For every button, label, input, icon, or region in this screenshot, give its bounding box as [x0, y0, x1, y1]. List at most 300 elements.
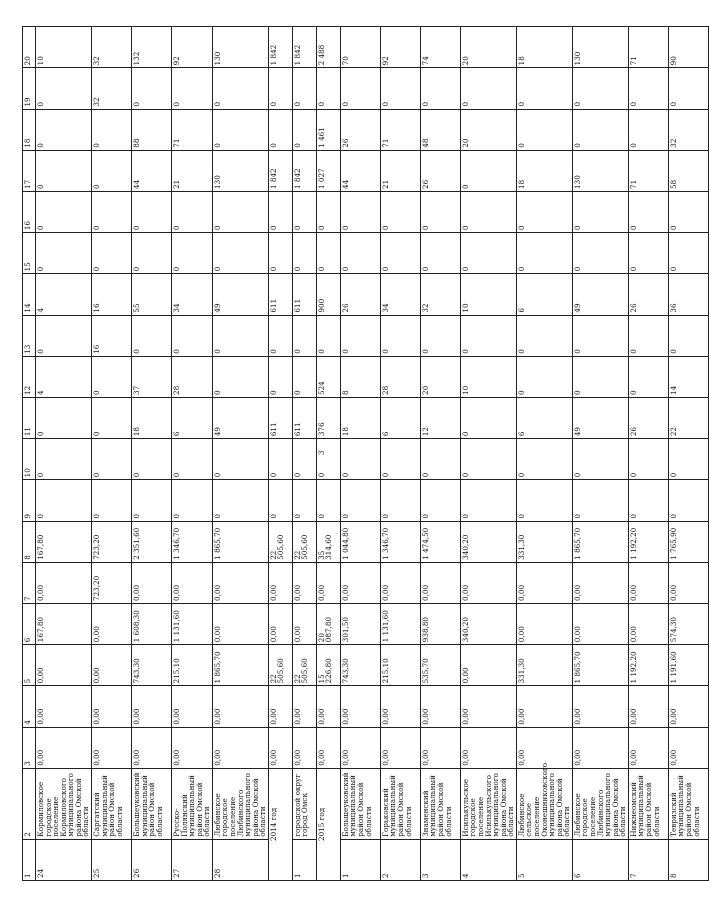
table-cell: 0,00 [668, 562, 708, 603]
table-cell: 0 [572, 356, 628, 397]
entity-name: Горьковский муниципальный район Омской области [380, 768, 420, 839]
table-cell: 0,00 [212, 686, 268, 727]
table-cell: 0 [212, 68, 268, 109]
row-number: 2 [380, 839, 420, 880]
table-cell: 0 [516, 109, 572, 150]
table-cell: 0 [292, 233, 316, 274]
entity-name: городской округ город Омск [292, 768, 316, 839]
table-cell: 22 505,60 [292, 645, 316, 686]
year-total-cell: 376 [316, 397, 340, 438]
table-cell: 2 351,60 [132, 521, 172, 562]
table-cell: 0 [628, 480, 668, 521]
column-header-5: 5 [23, 645, 36, 686]
table-cell: 0 [420, 480, 460, 521]
table-cell: 723,20 [92, 521, 132, 562]
table-cell: 10 [460, 274, 516, 315]
table-cell: 21 [172, 150, 213, 191]
row-number: 28 [212, 839, 268, 880]
table-cell: 0 [92, 439, 132, 480]
table-cell: 0 [572, 233, 628, 274]
year-total-cell: 0 [268, 233, 292, 274]
table-cell: 0 [516, 191, 572, 232]
table-cell: 1 192,20 [628, 521, 668, 562]
table-cell: 0 [172, 68, 213, 109]
table-cell: 0 [628, 191, 668, 232]
table-cell: 88 [132, 109, 172, 150]
entity-name: Большеуковский муниципальный район Омской области [132, 768, 172, 839]
column-header-8: 8 [23, 521, 36, 562]
entity-name: Любинское сельское поселение Оконешниковского муниципального района Омской области [516, 768, 572, 839]
table-cell: 0 [668, 315, 708, 356]
column-header-4: 4 [23, 686, 36, 727]
table-cell: 44 [132, 150, 172, 191]
table-cell: 743,30 [340, 645, 380, 686]
table-cell: 0 [212, 439, 268, 480]
table-cell: 0 [572, 68, 628, 109]
table-cell: 1 192,20 [628, 645, 668, 686]
table-cell: 0 [572, 191, 628, 232]
table-row [668, 27, 708, 881]
column-header-14: 14 [23, 274, 36, 315]
table-cell: 0 [516, 315, 572, 356]
table-cell: 0 [36, 397, 92, 438]
table-cell: 0 [292, 356, 316, 397]
table-cell: 74 [420, 27, 460, 68]
table-cell: 0 [212, 191, 268, 232]
year-total-cell: 0 [268, 356, 292, 397]
table-cell: 1 865,70 [212, 645, 268, 686]
table-cell: 0 [212, 315, 268, 356]
table-cell: 18 [516, 150, 572, 191]
table-cell: 6 [516, 397, 572, 438]
table-cell: 0,00 [92, 686, 132, 727]
table-cell: 14 [668, 356, 708, 397]
table-cell: 167,80 [36, 521, 92, 562]
table-cell: 0,00 [172, 562, 213, 603]
table-cell: 0,00 [628, 603, 668, 644]
table-cell: 0 [92, 233, 132, 274]
table-cell: 0,00 [36, 645, 92, 686]
table-cell: 0 [92, 109, 132, 150]
table-cell: 0 [628, 356, 668, 397]
entity-name: Русско-Полянский муниципальный район Омской области [172, 768, 213, 839]
table-cell: 0,00 [628, 686, 668, 727]
table-cell: 6 [516, 274, 572, 315]
column-header-6: 6 [23, 603, 36, 644]
table-cell: 0 [292, 68, 316, 109]
year-total-cell: 611 [268, 397, 292, 438]
table-cell: 0,00 [92, 727, 132, 768]
table-cell: 6 [380, 397, 420, 438]
table-cell: 0 [132, 191, 172, 232]
column-header-1: 1 [23, 839, 36, 880]
year-total-cell: 611 [268, 274, 292, 315]
year-total-cell: 35 314,60 [316, 521, 340, 562]
table-cell: 0,00 [572, 562, 628, 603]
table-cell: 0 [668, 439, 708, 480]
table-cell: 0 [36, 439, 92, 480]
row-number: 1 [292, 839, 316, 880]
table-cell: 331,30 [516, 645, 572, 686]
table-cell: 92 [380, 27, 420, 68]
column-header-11: 11 [23, 397, 36, 438]
table-cell: 0 [292, 191, 316, 232]
table-cell: 26 [420, 150, 460, 191]
table-cell: 130 [572, 150, 628, 191]
year-total-cell: 0 [316, 68, 340, 109]
year-total-cell: 0 [316, 480, 340, 521]
table-cell: 1 044,80 [340, 521, 380, 562]
column-header-13: 13 [23, 315, 36, 356]
table-cell: 16 [92, 315, 132, 356]
table-cell: 0 [420, 68, 460, 109]
table-cell: 22 505,60 [292, 521, 316, 562]
table-cell: 0 [668, 233, 708, 274]
table-cell: 1 608,30 [132, 603, 172, 644]
table-cell: 0 [668, 191, 708, 232]
year-total-cell: 22 505,60 [268, 521, 292, 562]
table-cell: 0 [516, 68, 572, 109]
table-cell: 301,50 [340, 603, 380, 644]
table-cell: 0,00 [340, 562, 380, 603]
row-number: 25 [92, 839, 132, 880]
table-cell: 4 [36, 274, 92, 315]
table-cell: 32 [420, 274, 460, 315]
table-cell: 10 [460, 356, 516, 397]
column-header-7: 7 [23, 562, 36, 603]
table-cell: 0 [380, 439, 420, 480]
column-header-10: 10 [23, 439, 36, 480]
table-cell: 0 [460, 439, 516, 480]
table-cell: 535,70 [420, 645, 460, 686]
year-total-cell: 0 [316, 315, 340, 356]
table-cell: 37 [132, 356, 172, 397]
table-cell: 92 [172, 27, 213, 68]
table-cell: 0 [628, 315, 668, 356]
table-cell: 1 131,60 [380, 603, 420, 644]
table-row [292, 27, 316, 881]
table-cell: 0,00 [380, 562, 420, 603]
table-cell: 18 [516, 27, 572, 68]
table-cell: 0 [380, 480, 420, 521]
table-cell: 0,00 [36, 562, 92, 603]
table-cell: 0 [172, 233, 213, 274]
entity-name: Знаменский муниципальный район Омской области [420, 768, 460, 839]
year-total-cell: 0 [316, 233, 340, 274]
year-total-cell: 0,00 [316, 686, 340, 727]
table-cell: 44 [340, 150, 380, 191]
table-cell: 0 [340, 191, 380, 232]
table-cell: 1 474,50 [420, 521, 460, 562]
table-cell: 16 [92, 274, 132, 315]
year-total-cell: 22 505,60 [268, 645, 292, 686]
table-cell: 0,00 [668, 686, 708, 727]
table-row [340, 27, 380, 881]
table-body [36, 27, 709, 881]
table-cell: 130 [212, 27, 268, 68]
table-cell: 611 [292, 397, 316, 438]
table-cell: 0 [340, 480, 380, 521]
table-cell: 130 [212, 150, 268, 191]
table-cell: 0 [460, 150, 516, 191]
table-cell: 130 [572, 27, 628, 68]
table-cell: 0,00 [132, 562, 172, 603]
table-cell: 71 [628, 150, 668, 191]
table-cell: 0 [628, 439, 668, 480]
table-cell: 0 [292, 315, 316, 356]
year-total-cell: 0,00 [268, 686, 292, 727]
table-cell: 0 [516, 233, 572, 274]
table-row [132, 27, 172, 881]
table-cell: 0 [36, 480, 92, 521]
table-cell: 0,00 [420, 562, 460, 603]
row-number: 27 [172, 839, 213, 880]
year-total-cell: 0 [268, 109, 292, 150]
table-row [92, 27, 132, 881]
table-cell: 0,00 [516, 603, 572, 644]
entity-name: Тевризский муниципальный район Омской области [668, 768, 708, 839]
table-cell: 0 [36, 191, 92, 232]
table-cell: 0 [212, 356, 268, 397]
table-cell: 0,00 [172, 727, 213, 768]
table-cell: 1 865,70 [572, 521, 628, 562]
table-cell: 0 [36, 68, 92, 109]
table-cell: 0,00 [292, 727, 316, 768]
year-total-row [316, 27, 340, 881]
table-cell: 49 [212, 397, 268, 438]
page-number: 3 [318, 450, 326, 455]
table-row [36, 27, 92, 881]
year-total-cell: 0,00 [316, 562, 340, 603]
table-cell: 90 [668, 27, 708, 68]
table-cell: 0 [628, 109, 668, 150]
table-cell: 611 [292, 274, 316, 315]
table-cell: 0 [380, 191, 420, 232]
year-total-cell: 0 [316, 191, 340, 232]
column-header-2: 2 [23, 768, 36, 839]
table-row [420, 27, 460, 881]
row-number: 8 [668, 839, 708, 880]
table-cell: 0 [132, 480, 172, 521]
table-cell: 0 [572, 439, 628, 480]
row-number: 1 [340, 839, 380, 880]
year-total-cell: 15 226,80 [316, 645, 340, 686]
table-cell: 10 [36, 27, 92, 68]
year-total-cell: 2 488 [316, 27, 340, 68]
table-cell: 723,20 [92, 562, 132, 603]
entity-name: Кормиловское городское поселение Кормиловского муниципального района Омской области [36, 768, 92, 839]
table-row [212, 27, 268, 881]
table-cell: 0,00 [36, 686, 92, 727]
table-cell: 0 [292, 109, 316, 150]
table-cell: 26 [628, 397, 668, 438]
table-cell: 12 [420, 397, 460, 438]
table-cell: 0 [340, 68, 380, 109]
column-header-16: 16 [23, 191, 36, 232]
table-cell: 0,00 [340, 727, 380, 768]
table-cell: 20 [460, 109, 516, 150]
table-cell: 1 346,70 [172, 521, 213, 562]
table-cell: 49 [212, 274, 268, 315]
table-row [628, 27, 668, 881]
table-cell: 20 [460, 27, 516, 68]
table-cell: 0,00 [628, 727, 668, 768]
table-cell: 1 865,70 [212, 521, 268, 562]
table-cell: 331,30 [516, 521, 572, 562]
table-cell: 0 [340, 315, 380, 356]
table-cell: 18 [132, 397, 172, 438]
table-cell: 0 [460, 480, 516, 521]
year-label: 2014 год [268, 768, 292, 880]
table-cell: 0 [516, 356, 572, 397]
year-total-cell: 0 [268, 480, 292, 521]
year-total-cell: 1 842 [268, 27, 292, 68]
year-total-row [268, 27, 292, 881]
table-cell: 4 [36, 356, 92, 397]
year-total-cell: 524 [316, 356, 340, 397]
table-cell: 0 [572, 109, 628, 150]
entity-name: Исилькульское городское поселение Исилькульского муниципального района Омской области [460, 768, 516, 839]
table-cell: 0,00 [516, 562, 572, 603]
table-cell: 34 [380, 274, 420, 315]
year-label: 2015 год [316, 768, 340, 880]
table-cell: 26 [628, 274, 668, 315]
table-cell: 0,00 [132, 686, 172, 727]
entity-name: Нижнеомский муниципальный район Омской области [628, 768, 668, 839]
entity-name: Саргатский муниципальный район Омской области [92, 768, 132, 839]
table-cell: 71 [172, 109, 213, 150]
row-number: 4 [460, 839, 516, 880]
table-cell: 0 [212, 109, 268, 150]
table-cell: 0,00 [460, 727, 516, 768]
table-cell: 0 [92, 150, 132, 191]
table-cell: 0,00 [380, 727, 420, 768]
table-cell: 0,00 [668, 727, 708, 768]
table-cell: 0 [132, 233, 172, 274]
table-cell: 1 346,70 [380, 521, 420, 562]
table-row [172, 27, 213, 881]
table-cell: 0,00 [92, 645, 132, 686]
table-cell: 0 [380, 315, 420, 356]
table-cell: 0 [460, 233, 516, 274]
table-cell: 0 [172, 480, 213, 521]
table-cell: 1 131,60 [172, 603, 213, 644]
table-cell: 340,20 [460, 603, 516, 644]
table-cell: 0 [92, 397, 132, 438]
table-cell: 32 [92, 68, 132, 109]
year-total-cell: 0,00 [268, 562, 292, 603]
table-cell: 0 [420, 439, 460, 480]
table-cell: 0,00 [212, 562, 268, 603]
table-row [460, 27, 516, 881]
table-cell: 18 [340, 397, 380, 438]
year-total-cell: 900 [316, 274, 340, 315]
table-cell: 0 [380, 68, 420, 109]
table-cell: 1 865,70 [572, 645, 628, 686]
table-cell: 0 [668, 68, 708, 109]
table-cell: 0,00 [572, 686, 628, 727]
year-total-cell: 0 [268, 191, 292, 232]
row-number: 24 [36, 839, 92, 880]
entity-name: Любинское городское поселение Любинского муниципального района Омской области [212, 768, 268, 839]
table-cell: 574,30 [668, 603, 708, 644]
table-cell: 0,00 [292, 562, 316, 603]
table-cell: 0 [92, 356, 132, 397]
column-header-12: 12 [23, 356, 36, 397]
table-cell: 0 [460, 191, 516, 232]
table-cell: 0 [628, 233, 668, 274]
table-cell: 26 [340, 109, 380, 150]
row-number: 26 [132, 839, 172, 880]
table-cell: 34 [172, 274, 213, 315]
table-cell: 0 [172, 439, 213, 480]
table-cell: 215,10 [172, 645, 213, 686]
table-cell: 0 [212, 480, 268, 521]
year-total-cell: 20 087,80 [316, 603, 340, 644]
entity-name: Большеуковский муниципальный район Омской области [340, 768, 380, 839]
row-number: 5 [516, 839, 572, 880]
table-cell: 340,20 [460, 521, 516, 562]
table-cell: 71 [380, 109, 420, 150]
table-cell: 70 [340, 27, 380, 68]
table-cell: 0,00 [420, 727, 460, 768]
table-cell: 36 [668, 274, 708, 315]
table-cell: 0,00 [212, 603, 268, 644]
table-cell: 0,00 [340, 686, 380, 727]
table-cell: 0 [92, 480, 132, 521]
header-row [23, 27, 36, 881]
column-header-19: 19 [23, 68, 36, 109]
table-cell: 0 [172, 315, 213, 356]
table-cell: 0,00 [572, 603, 628, 644]
table-cell: 0,00 [460, 562, 516, 603]
year-total-cell: 0 [268, 439, 292, 480]
data-table [22, 26, 709, 881]
table-cell: 0 [668, 480, 708, 521]
year-total-cell: 0,00 [316, 727, 340, 768]
table-cell: 58 [668, 150, 708, 191]
row-number: 6 [572, 839, 628, 880]
table-cell: 0 [572, 480, 628, 521]
column-header-9: 9 [23, 480, 36, 521]
column-header-3: 3 [23, 727, 36, 768]
table-cell: 0,00 [132, 727, 172, 768]
table-cell: 55 [132, 274, 172, 315]
table-cell: 0 [92, 191, 132, 232]
table-cell: 0 [460, 397, 516, 438]
year-total-cell: 1 842 [268, 150, 292, 191]
table-cell: 1 842 [292, 150, 316, 191]
table-cell: 0,00 [516, 686, 572, 727]
table-cell: 1 842 [292, 27, 316, 68]
table-cell: 22 [668, 397, 708, 438]
table-cell: 0 [36, 233, 92, 274]
column-header-18: 18 [23, 109, 36, 150]
table-cell: 49 [572, 397, 628, 438]
table-cell: 0,00 [460, 686, 516, 727]
year-total-cell: 0,00 [268, 727, 292, 768]
table-cell: 6 [172, 397, 213, 438]
table-cell: 0,00 [92, 603, 132, 644]
table-cell: 0 [420, 233, 460, 274]
table-row [572, 27, 628, 881]
table-cell: 132 [132, 27, 172, 68]
table-cell: 0,00 [628, 562, 668, 603]
table-cell: 0,00 [460, 645, 516, 686]
table-cell: 0 [340, 439, 380, 480]
table-cell: 0 [132, 315, 172, 356]
table-cell: 0 [212, 233, 268, 274]
